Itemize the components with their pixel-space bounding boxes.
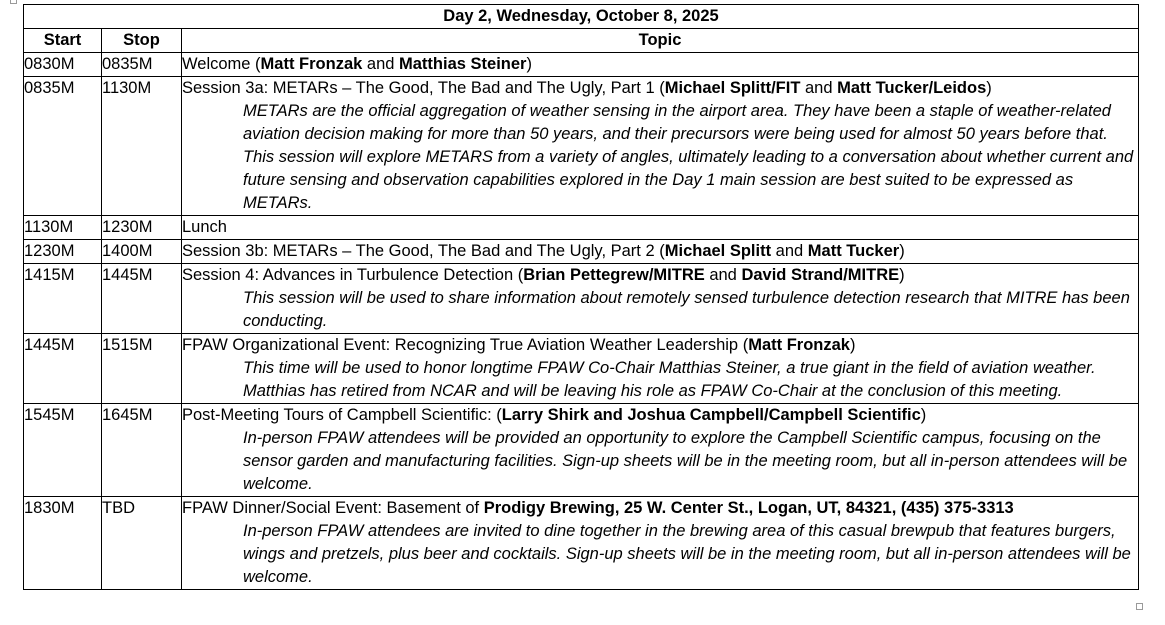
topic-title (182, 77, 1138, 100)
start-time-cell: 1130M (24, 216, 102, 240)
topic-cell (182, 77, 1139, 216)
stop-time-cell: 1230M (102, 216, 182, 240)
topic-cell (182, 240, 1139, 264)
presenter-name: Larry Shirk and Joshua Campbell/Campbell Scientific (501, 406, 921, 424)
table-move-handle[interactable] (10, 0, 17, 4)
topic-cell (182, 334, 1139, 404)
topic-text: ) (899, 242, 905, 260)
stop-time-cell: 1130M (102, 77, 182, 216)
topic-cell (182, 497, 1139, 590)
topic-text: ) (849, 336, 856, 354)
topic-text: and (362, 55, 400, 73)
topic-text: Session 4: Advances in Turbulence Detection ( (182, 266, 524, 284)
stop-time-cell: 1400M (102, 240, 182, 264)
presenter-name: Matthias Steiner (399, 55, 527, 73)
start-time-cell: 1445M (24, 334, 102, 404)
topic-title (182, 497, 1138, 520)
table-row (24, 216, 1139, 240)
table-row (24, 334, 1139, 404)
topic-cell (182, 216, 1139, 240)
session-description: In-person FPAW attendees will be provided an opportunity to explore the Campbell Scientific campus, focusing on the sensor garden and manufacturing facilities. Sign-up sheets will be in the meeting room, but all in-person attendees will be welcome. (243, 429, 1128, 493)
topic-title (182, 216, 1138, 239)
topic-text: Session 3b: METARs – The Good, The Bad and The Ugly, Part 2 ( (182, 242, 665, 260)
start-column-header: Start (24, 29, 102, 53)
topic-cell (182, 404, 1139, 497)
topic-title (182, 404, 1138, 427)
topic-text: and (704, 266, 742, 284)
topic-text: Lunch (182, 218, 227, 236)
topic-text: ) (986, 79, 992, 97)
topic-text: Post-Meeting Tours of Campbell Scientific: ( (182, 406, 502, 424)
presenter-name: Michael Splitt (664, 242, 772, 260)
stop-time-cell: 1515M (102, 334, 182, 404)
table-row (24, 77, 1139, 216)
topic-cell (182, 53, 1139, 77)
presenter-name: Matt Tucker (807, 242, 900, 260)
stop-time-cell: TBD (102, 497, 182, 590)
topic-text: Session 3a: METARs – The Good, The Bad and The Ugly, Part 1 ( (182, 79, 665, 97)
topic-text: ) (899, 266, 905, 284)
table-row (24, 404, 1139, 497)
topic-text: and (800, 79, 838, 97)
topic-text: and (771, 242, 808, 260)
topic-text: ) (920, 406, 927, 424)
topic-text: ) (526, 55, 532, 73)
presenter-name: Brian Pettegrew/MITRE (523, 266, 705, 284)
session-description: In-person FPAW attendees are invited to dine together in the brewing area of this casual brewpub that features burgers, wings and pretzels, plus beer and cocktails. Sign-up sheets will be in the meeting room, but all in-person attendees will be welcome. (243, 522, 1131, 586)
start-time-cell: 1230M (24, 240, 102, 264)
table-row (24, 264, 1139, 334)
title-row (24, 5, 1139, 29)
session-description: This session will be used to share information about remotely sensed turbulence detection research that MITRE has been conducting. (243, 289, 1130, 330)
table-row (24, 497, 1139, 590)
topic-text: Welcome ( (182, 55, 261, 73)
session-description: METARs are the official aggregation of weather sensing in the airport area. They have been a staple of weather-related aviation decision making for more than 50 years, and their precursors were being used for almost 50 years before that. This session will explore METARS from a variety of angles, ultimately leading to a conversation about whether current and future sensing and observation capabilities explored in the Day 1 main session are best suited to be expressed as METARs. (243, 102, 1134, 212)
table-row (24, 240, 1139, 264)
stop-time-cell: 1645M (102, 404, 182, 497)
presenter-name: Matt Fronzak (748, 336, 850, 354)
start-time-cell: 1830M (24, 497, 102, 590)
header-row (24, 29, 1139, 53)
agenda-table (23, 4, 1139, 590)
table-resize-handle[interactable] (1136, 603, 1143, 610)
presenter-name: Matt Fronzak (260, 55, 363, 73)
presenter-name: Matt Tucker/Leidos (837, 79, 987, 97)
presenter-name: David Strand/MITRE (741, 266, 900, 284)
topic-title (182, 53, 1138, 76)
agenda-body (24, 53, 1139, 590)
topic-text: FPAW Organizational Event: Recognizing True Aviation Weather Leadership ( (182, 336, 749, 354)
topic-text: FPAW Dinner/Social Event: Basement of (182, 499, 484, 517)
start-time-cell: 1415M (24, 264, 102, 334)
table-row (24, 53, 1139, 77)
topic-title (182, 240, 1138, 263)
start-time-cell: 0830M (24, 53, 102, 77)
presenter-name: Prodigy Brewing, 25 W. Center St., Logan, UT, 84321, (435) 375-3313 (483, 499, 1014, 517)
topic-column-header: Topic (182, 29, 1139, 53)
stop-time-cell: 0835M (102, 53, 182, 77)
start-time-cell: 0835M (24, 77, 102, 216)
topic-cell (182, 264, 1139, 334)
topic-title (182, 334, 1138, 357)
presenter-name: Michael Splitt/FIT (664, 79, 801, 97)
start-time-cell: 1545M (24, 404, 102, 497)
session-description: This time will be used to honor longtime FPAW Co-Chair Matthias Steiner, a true giant in the field of aviation weather. Matthias has retired from NCAR and will be leaving his role as FPAW Co-Chair at the conclusion of this meeting. (243, 359, 1096, 400)
topic-title (182, 264, 1138, 287)
stop-time-cell: 1445M (102, 264, 182, 334)
day-title: Day 2, Wednesday, October 8, 2025 (24, 5, 1139, 29)
stop-column-header: Stop (102, 29, 182, 53)
